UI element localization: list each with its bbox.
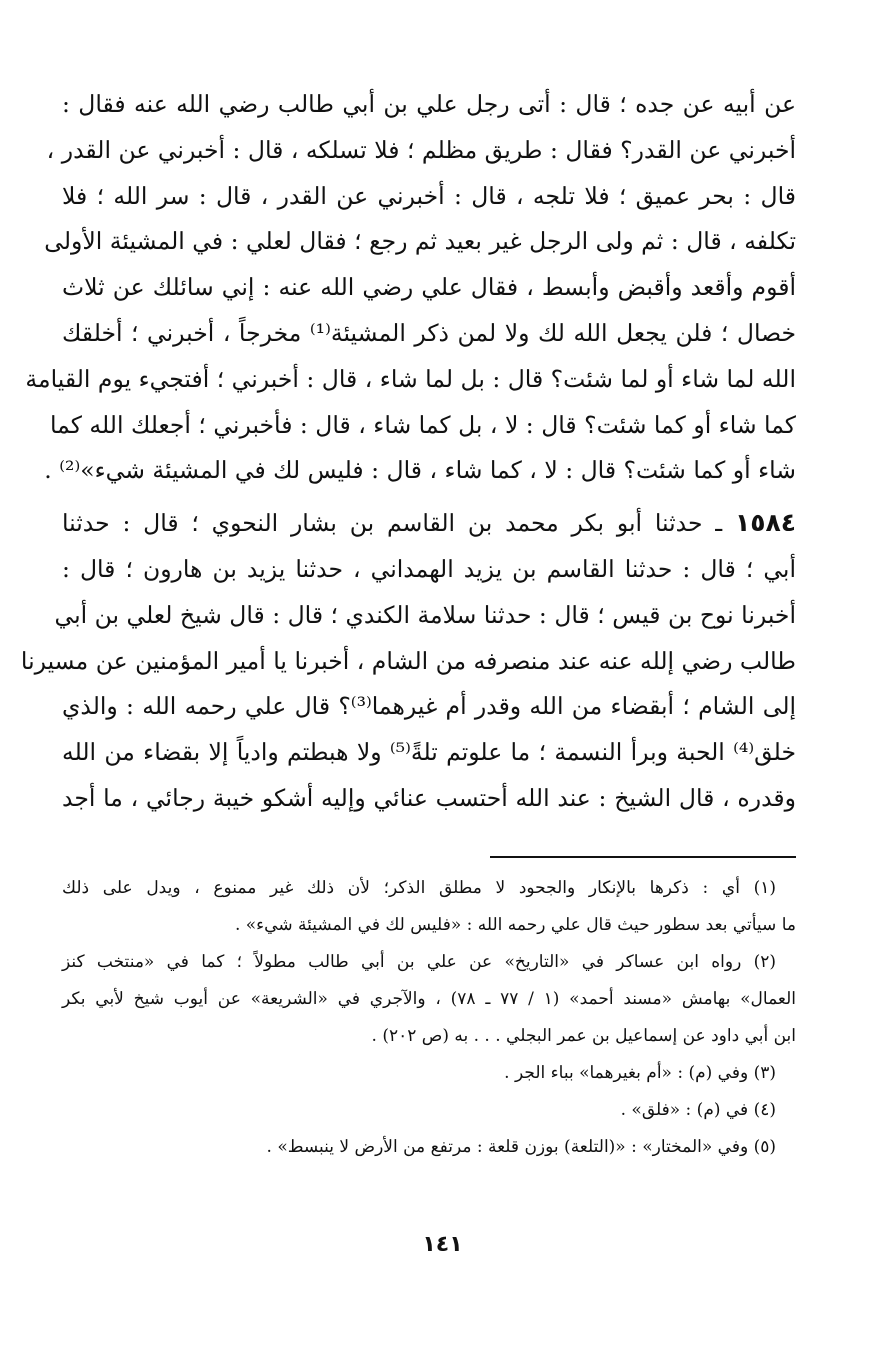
text-line: الله لما شاء أو لما شئت؟ قال : بل لما شاء ، قال : أخبرني ؛ أفتجيء يوم القيامة [25, 364, 796, 393]
text-line: وقدره ، قال الشيخ : عند الله أحتسب عنائي وإليه أشكو خيبة رجائي ، ما أجد [62, 783, 796, 812]
footnote-separator [490, 856, 796, 858]
hadith-opening: ـ حدثنا أبو بكر محمد بن القاسم بن بشار النحوي ؛ قال : حدثنا [62, 509, 735, 538]
text-line: أقوم وأقعد وأقبض وأبسط ، فقال علي رضي الله عنه : إني سائلك عن ثلاث [62, 273, 796, 302]
text-line: خصال ؛ فلن يجعل الله لك ولا لمن ذكر المشيئة⁽¹⁾ مخرجاً ، أخبرني ؛ أخلقك [62, 318, 797, 347]
hadith-number: ١٥٨٤ [734, 508, 796, 538]
text-line: أبي ؛ قال : حدثنا القاسم بن يزيد الهمداني ، حدثنا يزيد بن هارون ؛ قال : [62, 554, 796, 583]
paragraph-continuation [25, 82, 797, 494]
text-line: خلق⁽⁴⁾ الحبة وبرأ النسمة ؛ ما علوتم تلةً⁽⁵⁾ ولا هبطتم وادياً إلا بقضاء من الله [62, 738, 796, 767]
hadith-paragraph [20, 500, 797, 822]
footnote-2: (٢) رواه ابن عساكر في «التاريخ» عن علي بن أبي طالب مطولاً ؛ كما في «منتخب كنز [62, 952, 776, 972]
text-line: قال : بحر عميق ؛ فلا تلجه ، قال : أخبرني عن القدر ، قال : سر الله ؛ فلا [62, 181, 796, 210]
text-line: أخبرنا نوح بن قيس ؛ قال : حدثنا سلامة الكندي ؛ قال : قال شيخ لعلي بن أبي [54, 600, 796, 629]
footnote-3: (٣) وفي (م) : «أم بغيرهما» بباء الجر . [504, 1063, 776, 1083]
text-line: أخبرني عن القدر؟ فقال : طريق مظلم ؛ فلا تسلكه ، قال : أخبرني عن القدر ، [46, 135, 796, 164]
footnote-1-continued: ما سيأتي بعد سطور حيث قال علي رحمه الله : «فليس لك في المشيئة شيء» . [234, 915, 796, 935]
main-text [20, 82, 797, 822]
text-line: تكلفه ، قال : ثم ولى الرجل غير بعيد ثم رجع ؛ فقال لعلي : في المشيئة الأولى [44, 227, 796, 256]
page-number: ١٤١ [422, 1232, 463, 1257]
text-line: عن أبيه عن جده ؛ قال : أتى رجل علي بن أبي طالب رضي الله عنه فقال : [62, 90, 796, 118]
page-body [20, 82, 797, 822]
footnote-2-continued: العمال» بهامش «مسند أحمد» (١ / ٧٧ ـ ٧٨) ، والآجري في «الشريعة» عن أيوب شيخ لأبي بكر [62, 989, 796, 1009]
text-line [62, 500, 796, 547]
footnote-4: (٤) في (م) : «فلق» . [620, 1100, 776, 1120]
footnotes [62, 870, 796, 1166]
footnote-2-continued: ابن أبي داود عن إسماعيل بن عمر البجلي . . . به (ص ٢٠٢) . [371, 1026, 796, 1046]
text-line: شاء أو كما شئت؟ قال : لا ، كما شاء ، قال : فليس لك في المشيئة شيء»⁽²⁾ . [44, 456, 796, 485]
footnote-1: (١) أي : ذكرها بالإنكار والجحود لا مطلق الذكر؛ لأن ذلك غير ممنوع ، ويدل على ذلك [62, 878, 776, 898]
footnote-5: (٥) وفي «المختار» : «(التلعة) بوزن قلعة : مرتفع من الأرض لا ينبسط» . [266, 1137, 776, 1157]
text-line: كما شاء أو كما شئت؟ قال : لا ، بل كما شاء ، قال : فأخبرني ؛ أجعلك الله كما [50, 410, 796, 439]
text-line: طالب رضي إلله عنه عند منصرفه من الشام ، أخبرنا يا أمير المؤمنين عن مسيرنا [20, 646, 796, 675]
text-line: إلى الشام ؛ أبقضاء من الله وقدر أم غيرهما⁽³⁾؟ قال علي رحمه الله : والذي [62, 692, 797, 721]
